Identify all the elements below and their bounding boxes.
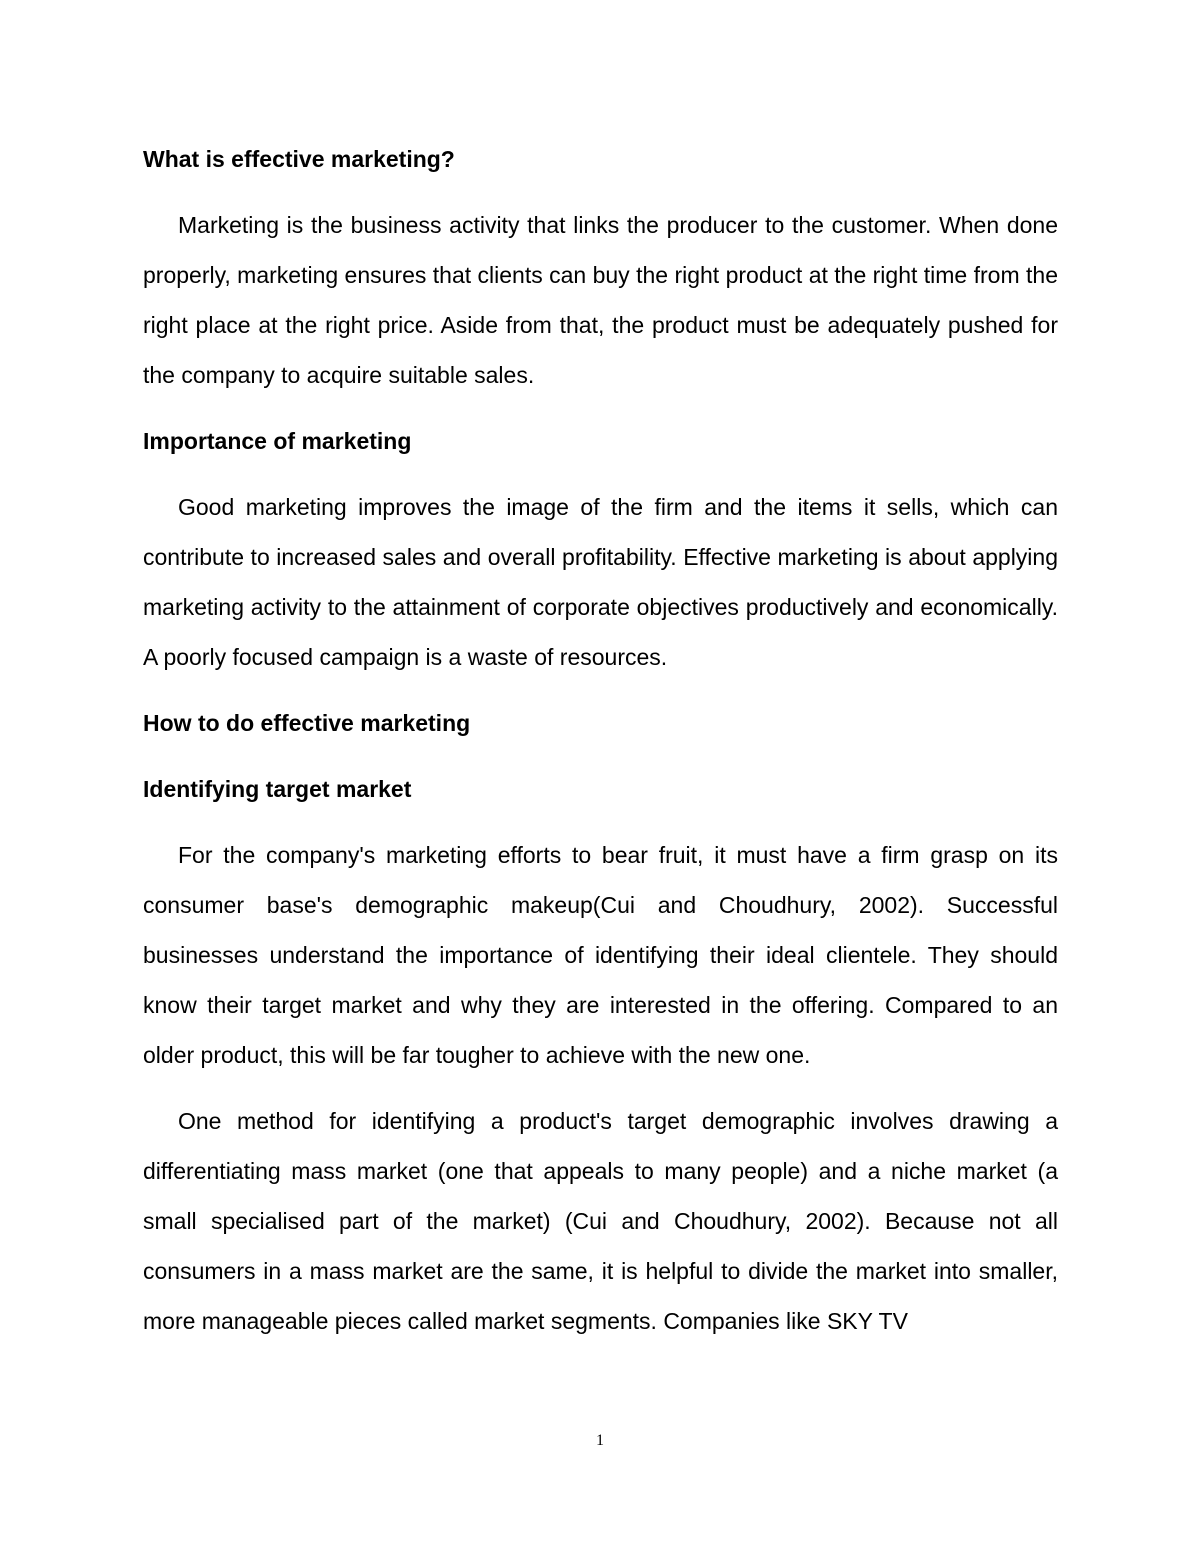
section-heading-target-market: Identifying target market [143,776,412,802]
section-heading-effective-marketing: What is effective marketing? [143,146,455,172]
page-number: 1 [596,1432,604,1449]
paragraph-effective-marketing: Marketing is the business activity that links the producer to the customer. When done properly, marketing ensures that clients can buy the right product at the right time from the right place at the right price. Aside from that, the product must be adequately pushed for the company to acquire suitable sales. [143,212,1058,388]
section-heading-importance: Importance of marketing [143,428,412,454]
paragraph-target-market-2: One method for identifying a product's target demographic involves drawing a differentiating mass market (one that appeals to many people) and a niche market (a small specialised part of the market) (Cui and Choudhury, 2002). Because not all consumers in a mass market are the same, it is helpful to divide the market into smaller, more manageable pieces called market segments. Companies like SKY TV [143,1108,1058,1334]
paragraph-importance: Good marketing improves the image of the firm and the items it sells, which can contribute to increased sales and overall profitability. Effective marketing is about applying marketing activity to the attainment of corporate objectives productively and economically. A poorly focused campaign is a waste of resources. [143,494,1058,670]
document-body [143,134,1058,1362]
paragraph-target-market-1: For the company's marketing efforts to bear fruit, it must have a firm grasp on its consumer base's demographic makeup(Cui and Choudhury, 2002). Successful businesses understand the importance of identifying their ideal clientele. They should know their target market and why they are interested in the offering. Compared to an older product, this will be far tougher to achieve with the new one. [143,842,1058,1068]
section-heading-how-to: How to do effective marketing [143,710,471,736]
